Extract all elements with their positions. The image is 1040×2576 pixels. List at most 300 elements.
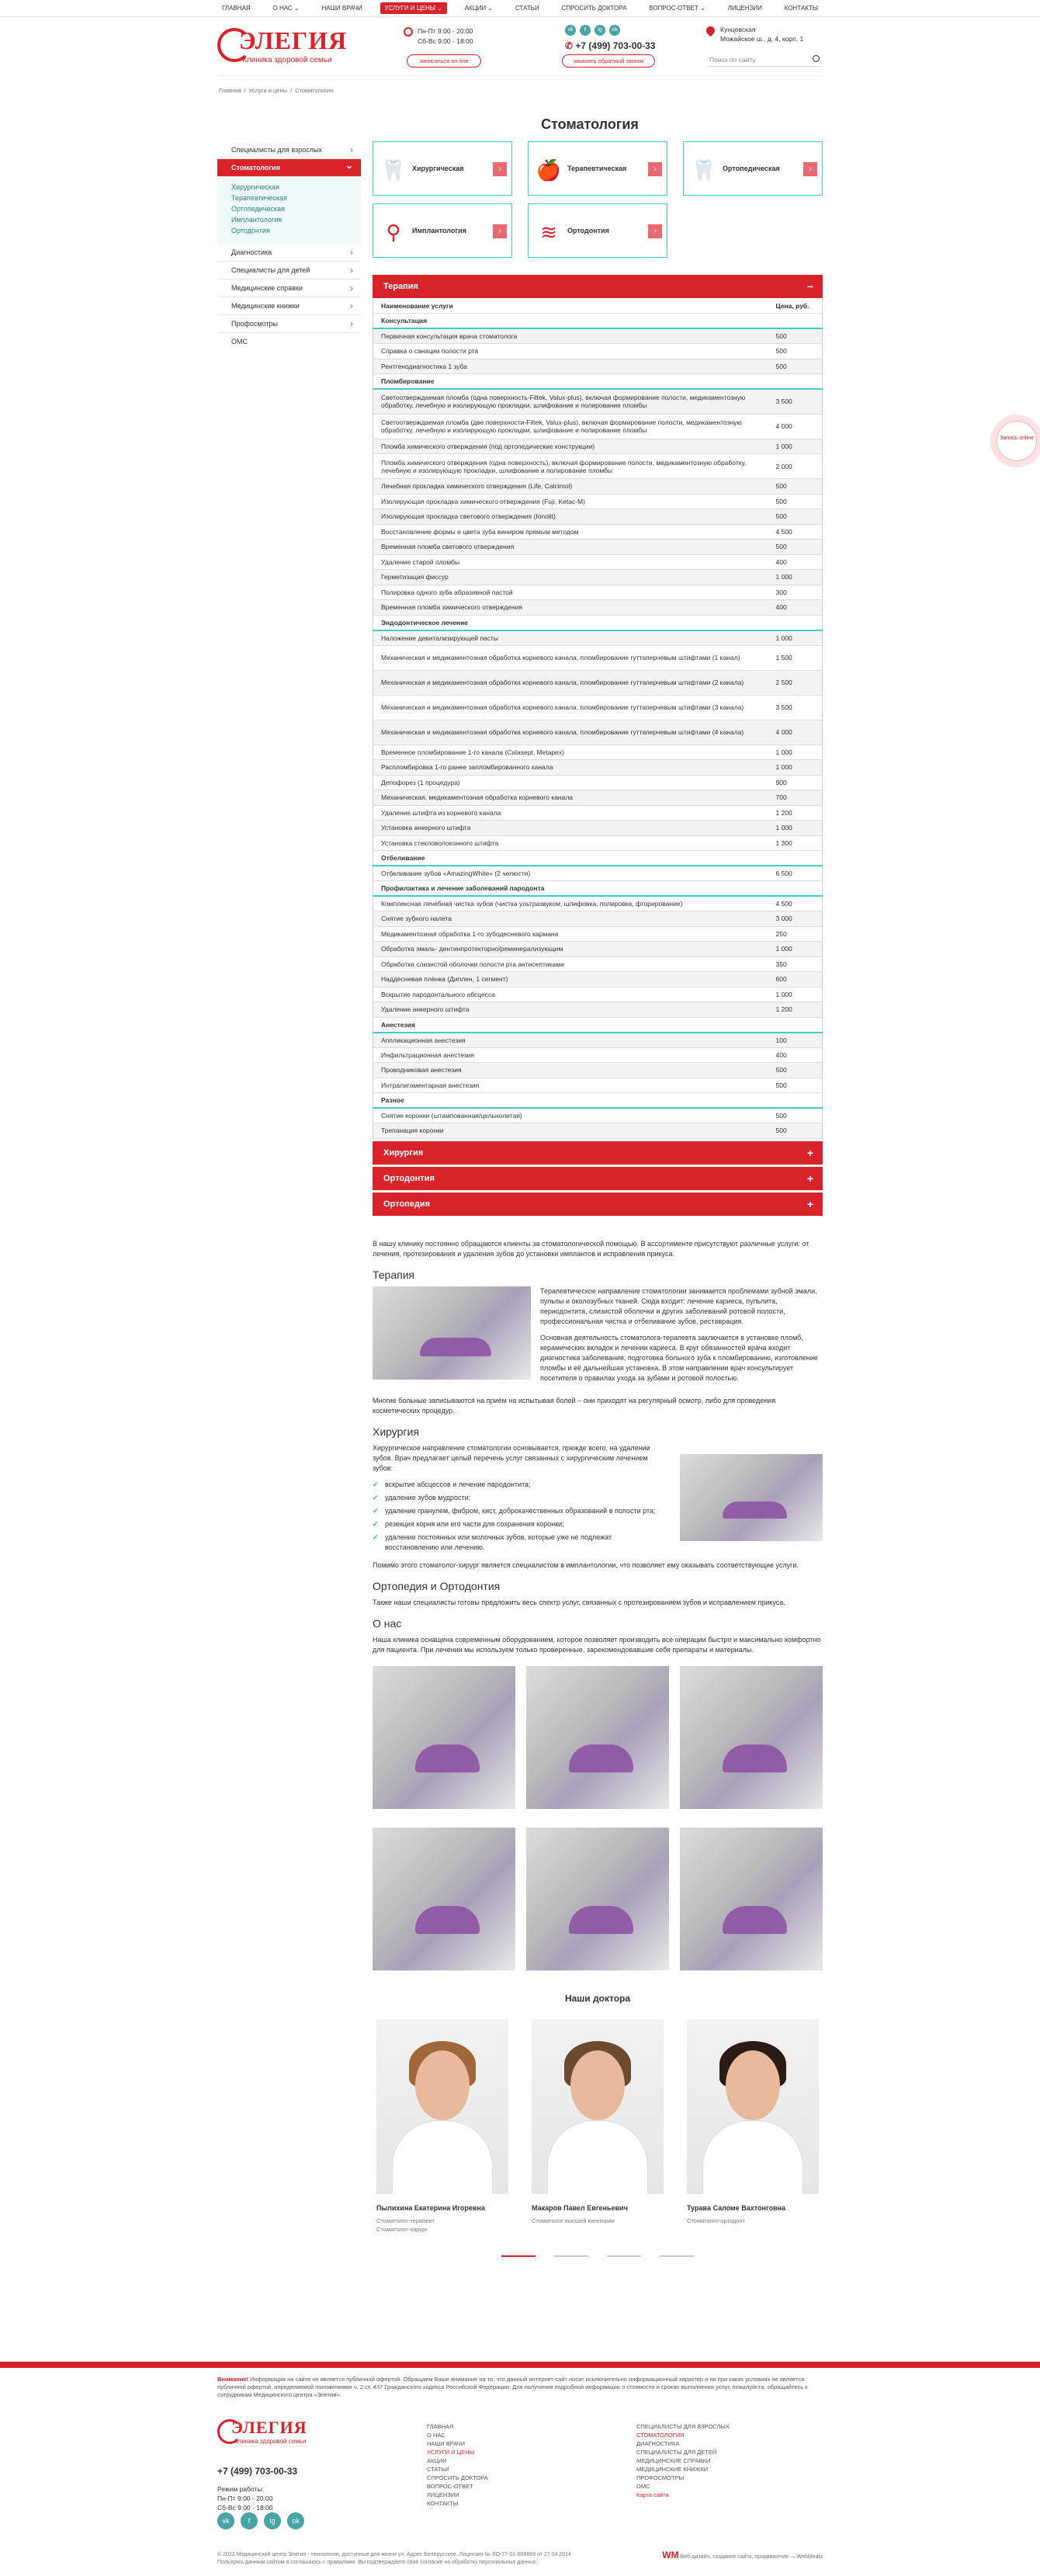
doctor-face	[415, 2050, 470, 2120]
search-input[interactable]	[706, 53, 823, 67]
gallery-photo[interactable]	[680, 1828, 823, 1970]
plus-icon: +	[806, 1197, 813, 1210]
service-name: Вскрытие пародонтального абсцесса	[373, 987, 768, 1002]
service-price: 500	[768, 1063, 823, 1078]
page-title: Стоматология	[541, 116, 639, 132]
price-group	[373, 314, 823, 329]
price-table-header	[373, 298, 823, 314]
service-price: 4 500	[768, 896, 823, 911]
disclaimer-text: Информация на сайте не является публичной офертой. Обращаем Ваше внимание на то, что данный интернет-сайт носит исключительно информационный характер и ни при каких условиях не является публичной офертой, определяемой положениями ч. 2 ст. 437 Гражданского кодекса Российской Федерации. Для получения подробной информации о стоимости и сроках выполнения услуг, пожалуйста, обращайтесь к сотрудникам Медицинского центра «Элегия».	[217, 2376, 808, 2398]
service-price: 4 500	[768, 524, 823, 540]
content	[373, 141, 823, 2257]
nav-item[interactable]: О НАС ⌄	[272, 5, 300, 12]
article-intro: В нашу клинику постоянно обращаются клиенты за стоматологической помощью. В ассортименте присутствуют различные услуги: от лечения, протезирования и удаления зубов до установки имплантов и исправления прикуса.	[373, 1239, 809, 1258]
price-row	[373, 972, 823, 988]
service-price: 500	[768, 509, 823, 525]
service-name: Интралигаментарная анестезия	[373, 1078, 768, 1093]
price-row	[373, 896, 823, 911]
therapy-paragraph-3: Многие больные записываются на приём на испытывая болей – они приходят на регулярный осмотр, либо для проведения косметических процедур.	[373, 1396, 776, 1415]
doctor-role-line: Стоматолог-ортодонт	[687, 2217, 745, 2224]
price-row	[373, 414, 823, 439]
doctor-name[interactable]: Пылихина Екатерина Игоревна	[376, 2203, 485, 2212]
service-name: Консультация	[373, 314, 768, 329]
gallery-photo[interactable]	[373, 1828, 515, 1970]
address	[706, 25, 803, 43]
service-price	[768, 1017, 823, 1033]
doctor-coat	[547, 2120, 648, 2194]
service-price: 1 000	[768, 745, 823, 760]
phone-number: +7 (499) 703-00-33	[575, 40, 656, 51]
ok-icon[interactable]: ok	[287, 2512, 304, 2529]
therapy-paragraph-1: Терапевтическое направление стоматологии занимается проблемами зубной эмали, пульпы и околозубных тканей. Сюда входит: лечение кариеса, пульпита, периодонтита, слизистой оболочки и других заболеваний ротовой полости, профессиональная чистка и отбеливание зубов, реставрация.	[540, 1286, 817, 1325]
price-table	[373, 298, 823, 1139]
service-price: 300	[768, 585, 823, 600]
carousel-dot[interactable]	[501, 2255, 536, 2257]
doctor-face	[726, 2050, 780, 2120]
nav-item[interactable]: СПРОСИТЬ ДОКТОРА	[561, 5, 627, 12]
service-name: Светоотверждаемая пломба (одна поверхность-Filtek, Valux-plus), включая формирование полости, медикаментозную обработку, лечебную и изолирующую прокладки, шлифование и полирование пломбы	[373, 389, 768, 414]
footer-hours-weekend: Сб-Вс 9:00 - 18:00	[217, 2504, 273, 2512]
price-row	[373, 344, 823, 359]
sidebar-subitem[interactable]: Имплантология	[231, 216, 283, 224]
surgery-list-item: ✓ вскрытие абсцессов и лечение пародонтита;	[373, 1480, 661, 1490]
price-row	[373, 821, 823, 836]
nav-list	[217, 0, 823, 16]
breadcrumb-item[interactable]: Услуги и цены	[248, 87, 287, 94]
vk-icon[interactable]: vk	[217, 2512, 234, 2529]
price-row	[373, 328, 823, 344]
service-name: Обработка эмаль- дентинпротекторно/реминерализующим	[373, 942, 768, 957]
price-row	[373, 790, 823, 806]
service-price: 500	[768, 359, 823, 374]
column-name: Наименование услуги	[373, 298, 768, 314]
sidebar-item-active[interactable]: Стоматология ⌄	[217, 159, 361, 177]
service-name: Обработка слизистой оболочки полости рта антисептиками	[373, 956, 768, 972]
surgery-list	[373, 1480, 661, 1553]
service-price	[768, 374, 823, 390]
doctor-role-line: Стоматолог-терапевт	[376, 2217, 435, 2224]
surgery-paragraph-1: Хирургическое направление стоматологии основывается, прежде всего, на удалении зубов. Врач предлагает целый перечень услуг связанных с хирургическим лечением зубов:	[373, 1443, 650, 1472]
arrow-right-icon[interactable]: ›	[648, 224, 662, 238]
service-card-title: Хирургическая	[412, 165, 464, 172]
price-row	[373, 454, 823, 479]
service-price: 500	[768, 328, 823, 344]
service-price: 1 200	[768, 1002, 823, 1018]
footer-logo[interactable]	[217, 2419, 365, 2450]
footer-menu-item[interactable]: ДИАГНОСТИКА	[636, 2440, 680, 2447]
service-name: Пломбирование	[373, 374, 768, 390]
service-name: Полировка одного зуба абразивной пастой	[373, 585, 768, 600]
service-price	[768, 881, 823, 897]
service-price: 1 000	[768, 760, 823, 776]
doctor-card[interactable]	[376, 2019, 508, 2234]
minus-icon: −	[806, 280, 813, 293]
arrow-right-icon[interactable]: ›	[493, 162, 507, 176]
service-price	[768, 851, 823, 866]
online-record-widget[interactable]	[997, 421, 1037, 461]
service-price: 500	[768, 1078, 823, 1093]
footer-menu-item[interactable]: НАШИ ВРАЧИ	[427, 2440, 466, 2447]
sidebar-item[interactable]: Профосмотры ›	[217, 315, 361, 333]
location-pin-icon	[705, 25, 717, 37]
service-name: Первичная консультация врача стоматолога	[373, 328, 768, 344]
search-placeholder: Поиск по сайту	[709, 56, 756, 64]
service-price: 4 000	[768, 414, 823, 439]
breadcrumb-item[interactable]: Главная	[219, 87, 241, 94]
price-group	[373, 1093, 823, 1109]
footer-menu-item[interactable]: СТОМАТОЛОГИЯ	[636, 2432, 685, 2439]
service-price: 4 000	[768, 720, 823, 745]
doctor-role	[532, 2217, 664, 2225]
service-name: Распломбировка 1-го ранее запломбированного канала	[373, 760, 768, 776]
service-card[interactable]	[373, 141, 512, 196]
service-price: 1 000	[768, 439, 823, 454]
doctor-card[interactable]	[687, 2019, 819, 2234]
tooth-surgery-icon: 🦷	[380, 158, 407, 182]
service-price: 600	[768, 972, 823, 988]
street-address: Можайское ш., д. 4, корп. 1	[720, 35, 804, 43]
footer-menu-item[interactable]: СПЕЦИАЛИСТЫ ДЛЯ ВЗРОСЛЫХ	[636, 2423, 730, 2430]
breadcrumb-item: Стоматология	[295, 87, 334, 94]
sidebar-item[interactable]: Специалисты для взрослых ›	[217, 141, 361, 159]
logo-subtitle: Клиника здоровой семьи	[242, 56, 332, 64]
nav-item[interactable]: УСЛУГИ И ЦЕНЫ ⌄	[380, 2, 447, 14]
accordion-title: Ортопедия	[383, 1199, 431, 1209]
service-name: Установка стекловолоконного штифта	[373, 835, 768, 851]
header-socials	[565, 25, 620, 36]
price-row	[373, 942, 823, 957]
footer-hours	[217, 2484, 273, 2512]
therapy-photo	[373, 1286, 531, 1380]
therapy-block	[373, 1286, 823, 1390]
service-price: 500	[768, 1123, 823, 1139]
price-row	[373, 760, 823, 776]
doctor-coat	[702, 2120, 803, 2194]
accordion-header[interactable]	[373, 1167, 823, 1190]
footer-hours-weekdays: Пн-Пт 9:00 - 20:00	[217, 2494, 273, 2502]
online-appointment-button[interactable]: записаться on-line	[407, 54, 481, 68]
price-row	[373, 835, 823, 851]
footer-hours-label: Режим работы:	[217, 2485, 264, 2493]
footer-logo-subtitle: Клиника здоровой семьи	[234, 2438, 307, 2445]
sidebar-item-oms[interactable]: ОМС	[231, 338, 248, 345]
footer-socials	[217, 2512, 304, 2529]
sitemap-link[interactable]: Карта сайта	[636, 2491, 669, 2498]
service-name: Комплексная лечебная чистка зубов (чистка ультразвуком, шлифовка, полировка, фторирование)	[373, 896, 768, 911]
service-price: 3 500	[768, 695, 823, 720]
service-name: Отбеливание зубов «AmazingWhite» (2 челюсти)	[373, 866, 768, 881]
service-price: 1 300	[768, 835, 823, 851]
footer-menu-item[interactable]: ОМС	[636, 2483, 650, 2490]
service-price: 500	[768, 540, 823, 555]
price-row	[373, 645, 823, 670]
footer-menu-item[interactable]: АКЦИИ	[427, 2457, 447, 2464]
service-price: 500	[768, 344, 823, 359]
service-name: Механическая и медикаментозная обработка корневого канала, пломбирование гуттаперчевым штифтами (1 канал)	[373, 645, 768, 670]
price-row	[373, 805, 823, 821]
service-card[interactable]	[683, 141, 823, 196]
price-row	[373, 1063, 823, 1078]
price-row	[373, 1047, 823, 1063]
f-icon[interactable]: f	[580, 25, 591, 36]
service-name: Герметизация фиссур	[373, 570, 768, 585]
doctor-name[interactable]: Макаров Павел Евгеньевич	[532, 2203, 628, 2212]
arrow-right-icon[interactable]: ›	[648, 162, 662, 176]
gallery-photo[interactable]	[526, 1828, 669, 1970]
service-name: Изолирующая прокладка химического отверждения (Fuji, Ketac-M)	[373, 494, 768, 509]
header-phone[interactable]	[565, 40, 655, 51]
service-name: Проводниковая анестезия	[373, 1063, 768, 1078]
breadcrumb	[217, 87, 823, 94]
doctor-role	[376, 2217, 508, 2234]
ortho-paragraph: Также наши специалисты готовы предложить весь спектр услуг, связанных с протезированием зубов и исправлением прикуса.	[373, 1598, 785, 1606]
price-row	[373, 775, 823, 790]
ok-icon[interactable]: ok	[609, 25, 620, 36]
service-name: Снятие коронки (штампованная/цельнолитая)	[373, 1108, 768, 1123]
footer-menu-item[interactable]: ВОПРОС-ОТВЕТ	[427, 2483, 473, 2490]
sidebar-subitem[interactable]: Ортопедическая	[231, 205, 286, 213]
nav-item[interactable]: СТАТЬИ	[515, 5, 539, 12]
breadcrumb-separator: /	[289, 87, 293, 94]
accordions	[373, 1141, 823, 1216]
price-row	[373, 630, 823, 646]
sidebar-item[interactable]: Диагностика ›	[217, 244, 361, 262]
price-row	[373, 745, 823, 760]
service-name: Разное	[373, 1093, 768, 1109]
service-price: 500	[768, 479, 823, 495]
service-price: 3 500	[768, 389, 823, 414]
service-card[interactable]	[528, 141, 667, 196]
ig-icon[interactable]: ig	[595, 25, 605, 36]
footer-menu-item[interactable]: СТАТЬИ	[427, 2466, 449, 2473]
service-name: Удаление анкерного штифта	[373, 1002, 768, 1018]
service-name: Лечебная прокладка химического отверждения (Life, Calcimol)	[373, 479, 768, 495]
service-name: Справка о санации полости рта	[373, 344, 768, 359]
service-name: Механическая и медикаментозная обработка корневого канала, пломбирование гуттаперчевым штифтами (4 канала)	[373, 720, 768, 745]
sidebar-item[interactable]: Медицинские книжки ›	[217, 297, 361, 315]
clock-icon	[404, 27, 413, 36]
footer-menu-2	[636, 2422, 730, 2499]
sidebar-subitem[interactable]: Хирургическая	[231, 183, 279, 191]
nav-item[interactable]: ЛИЦЕНЗИИ	[727, 5, 762, 12]
carousel-dots	[373, 2255, 823, 2257]
header	[217, 17, 823, 76]
surgery-list-item: ✓ удаление постоянных или молочных зубов, которые уже не подлежат восстановлению или лечению.	[373, 1533, 661, 1553]
carousel-dot[interactable]	[554, 2255, 588, 2257]
developer-credit[interactable]	[662, 2551, 823, 2561]
service-name: Временная пломба химического отверждения	[373, 600, 768, 616]
main-wrap	[217, 87, 823, 2233]
footer-logo-text: ЭЛЕГИЯ	[231, 2418, 307, 2437]
accordion-header-therapy[interactable]	[373, 275, 823, 298]
doctor-card[interactable]	[532, 2019, 664, 2234]
service-name: Пломба химического отверждения (одна поверхность), включая формирование полости, медикаментозную обработку, лечебную и изолирующую прокладки, шлифование и полирование пломбы	[373, 454, 768, 479]
carousel-dot[interactable]	[660, 2255, 694, 2257]
price-row	[373, 570, 823, 585]
footer-menu-item[interactable]: СПРОСИТЬ ДОКТОРА	[427, 2474, 488, 2481]
price-group	[373, 615, 823, 630]
service-name: Аппликационная анестезия	[373, 1033, 768, 1048]
service-price: 250	[768, 926, 823, 942]
price-group	[373, 1017, 823, 1033]
footer-inner	[217, 2376, 823, 2565]
price-row	[373, 956, 823, 972]
surgery-block	[373, 1443, 823, 1556]
nav-item[interactable]: ВОПРОС-ОТВЕТ ⌄	[649, 5, 705, 12]
accordion-title: Ортодонтия	[383, 1173, 435, 1183]
price-row	[373, 866, 823, 881]
service-price: 6 500	[768, 866, 823, 881]
service-name: Наддесневая плёнка (Диплен, 1 сегмент)	[373, 972, 768, 988]
doctor-photo[interactable]	[376, 2019, 508, 2194]
clinic-gallery	[373, 1666, 823, 1970]
footer-menu-item[interactable]: СПЕЦИАЛИСТЫ ДЛЯ ДЕТЕЙ	[636, 2449, 717, 2456]
plus-icon: +	[806, 1172, 813, 1185]
sidebar-item[interactable]: Специалисты для детей ›	[217, 262, 361, 279]
search-icon[interactable]	[813, 55, 820, 62]
surgery-list-item: ✓ удаление зубов мудрости;	[373, 1493, 661, 1503]
accordion-title: Хирургия	[383, 1147, 424, 1158]
surgery-list-item: ✓ удаление гранулем, фибром, кист, доброкачественных образований в полости рта;	[373, 1506, 661, 1516]
footer-menu-item[interactable]: КОНТАКТЫ	[427, 2500, 459, 2507]
doctor-role-line: Стоматолог-хирург	[376, 2225, 428, 2233]
gallery-photo[interactable]	[680, 1666, 823, 1809]
service-name: Наложение девитализирующей пасты	[373, 630, 768, 646]
price-row	[373, 585, 823, 600]
metro: Кунцевская	[720, 26, 756, 33]
service-name: Депофорез (1 процедура)	[373, 775, 768, 790]
heading-about: О нас	[373, 1616, 402, 1630]
therapy-text	[540, 1286, 823, 1390]
service-price: 2 500	[768, 670, 823, 695]
logo[interactable]	[217, 25, 365, 71]
gallery-photo[interactable]	[373, 1666, 515, 1809]
braces-icon: ≋	[540, 220, 557, 244]
service-name: Удаление штифта из корневого канала	[373, 805, 768, 821]
arrow-right-icon[interactable]: ›	[803, 162, 817, 176]
column-price: Цена, руб.	[768, 298, 823, 314]
accordion-header[interactable]	[373, 1193, 823, 1216]
service-name: Трепанация коронки	[373, 1123, 768, 1139]
nav-item[interactable]: АКЦИИ ⌄	[464, 5, 494, 12]
price-row	[373, 479, 823, 495]
sidebar-subitem[interactable]: Ортодонтия	[231, 227, 270, 234]
service-name: Пломба химического отверждения (под ортопедические конструкции)	[373, 439, 768, 454]
price-row	[373, 670, 823, 695]
price-row	[373, 1078, 823, 1093]
therapy-accordion	[373, 275, 823, 1139]
price-row	[373, 509, 823, 525]
price-row	[373, 1108, 823, 1123]
service-name: Инфильтрационная анестезия	[373, 1047, 768, 1063]
footer	[0, 2362, 1040, 2576]
footer-menu-item[interactable]: О НАС	[427, 2432, 445, 2439]
carousel-dot[interactable]	[607, 2255, 641, 2257]
service-card[interactable]	[528, 203, 667, 258]
price-row	[373, 926, 823, 942]
footer-menu-item[interactable]: МЕДИЦИНСКИЕ КНИЖКИ	[636, 2466, 709, 2473]
footer-menu-item[interactable]: УСЛУГИ И ЦЕНЫ	[427, 2449, 475, 2456]
service-name: Восстановление формы и цвета зуба виниром прямым методом	[373, 524, 768, 540]
service-price: 500	[768, 494, 823, 509]
price-row	[373, 359, 823, 374]
service-name: Временная пломба светового отверждения	[373, 540, 768, 555]
service-card[interactable]	[373, 203, 512, 258]
footer-menu-item[interactable]: ПРОФОСМОТРЫ	[636, 2474, 685, 2481]
doctor-photo[interactable]	[687, 2019, 819, 2194]
surgery-paragraph-2: Помимо этого стоматолог-хирург является специалистом в имплантологии, что позволяет ему оказывать соответствующие услуги.	[373, 1561, 799, 1569]
service-card-title: Имплантология	[412, 227, 466, 234]
vk-icon[interactable]: vk	[565, 25, 576, 36]
footer-menu-item[interactable]: МЕДИЦИНСКИЕ СПРАВКИ	[636, 2457, 711, 2464]
service-price	[768, 615, 823, 630]
disclaimer-label: Внимание!	[217, 2376, 248, 2383]
price-group	[373, 851, 823, 866]
price-row	[373, 494, 823, 509]
service-cards	[373, 141, 823, 258]
price-row	[373, 540, 823, 555]
service-name: Механическая и медикаментозная обработка корневого канала, пломбирование гуттаперчевым штифтами (2 канала)	[373, 670, 768, 695]
record-widget-label: Запись online	[1000, 436, 1034, 441]
footer-menu-item[interactable]: ГЛАВНАЯ	[427, 2423, 454, 2430]
doctors-carousel	[373, 2019, 823, 2234]
service-card-title: Ортопедическая	[723, 165, 780, 172]
price-row	[373, 524, 823, 540]
working-hours	[404, 26, 473, 46]
f-icon[interactable]: f	[241, 2512, 258, 2529]
price-row	[373, 720, 823, 745]
arrow-right-icon[interactable]: ›	[493, 224, 507, 238]
price-row	[373, 439, 823, 454]
service-price: 1 000	[768, 630, 823, 646]
service-name: Медикаментозная обработка 1-го зубодесневого кармана	[373, 926, 768, 942]
price-group	[373, 881, 823, 897]
nav-item[interactable]: КОНТАКТЫ	[784, 5, 818, 12]
service-card-title: Ортодонтия	[567, 227, 609, 234]
sidebar-submenu	[217, 177, 361, 244]
accordion-header[interactable]	[373, 1141, 823, 1165]
nav-item[interactable]: НАШИ ВРАЧИ	[321, 5, 362, 12]
price-row	[373, 1033, 823, 1048]
service-price: 1 000	[768, 570, 823, 585]
service-price: 1 200	[768, 805, 823, 821]
ig-icon[interactable]: ig	[264, 2512, 281, 2529]
service-name: Снятие зубного налета	[373, 911, 768, 927]
service-price	[768, 1093, 823, 1109]
footer-menu-item[interactable]: ЛИЦЕНЗИИ	[427, 2491, 459, 2498]
service-price: 1 000	[768, 987, 823, 1002]
sidebar-item[interactable]: Медицинские справки ›	[217, 279, 361, 297]
top-navigation	[0, 0, 1040, 17]
price-row	[373, 987, 823, 1002]
service-name: Временное пломбирование 1-го канала (Calasept, Metapex)	[373, 745, 768, 760]
footer-menu-1	[427, 2422, 488, 2508]
nav-item[interactable]: ГЛАВНАЯ	[222, 5, 251, 12]
service-price: 400	[768, 1047, 823, 1063]
callback-button[interactable]: заказать обратный звонок	[562, 54, 655, 68]
hours-weekend: Сб-Вс 9:00 - 18:00	[418, 36, 473, 45]
doctor-coat	[392, 2120, 493, 2194]
doctor-name[interactable]: Турава Саломе Вахтонговна	[687, 2203, 786, 2212]
heading-ortho: Ортопедия и Ортодонтия	[373, 1579, 501, 1592]
doctor-role	[687, 2217, 819, 2225]
footer-phone[interactable]: +7 (499) 703-00-33	[217, 2466, 298, 2477]
gallery-photo[interactable]	[526, 1666, 669, 1809]
plus-icon: +	[806, 1146, 813, 1159]
service-price: 400	[768, 600, 823, 616]
doctor-photo[interactable]	[532, 2019, 664, 2194]
sidebar-subitem[interactable]: Терапевтическая	[231, 194, 287, 202]
